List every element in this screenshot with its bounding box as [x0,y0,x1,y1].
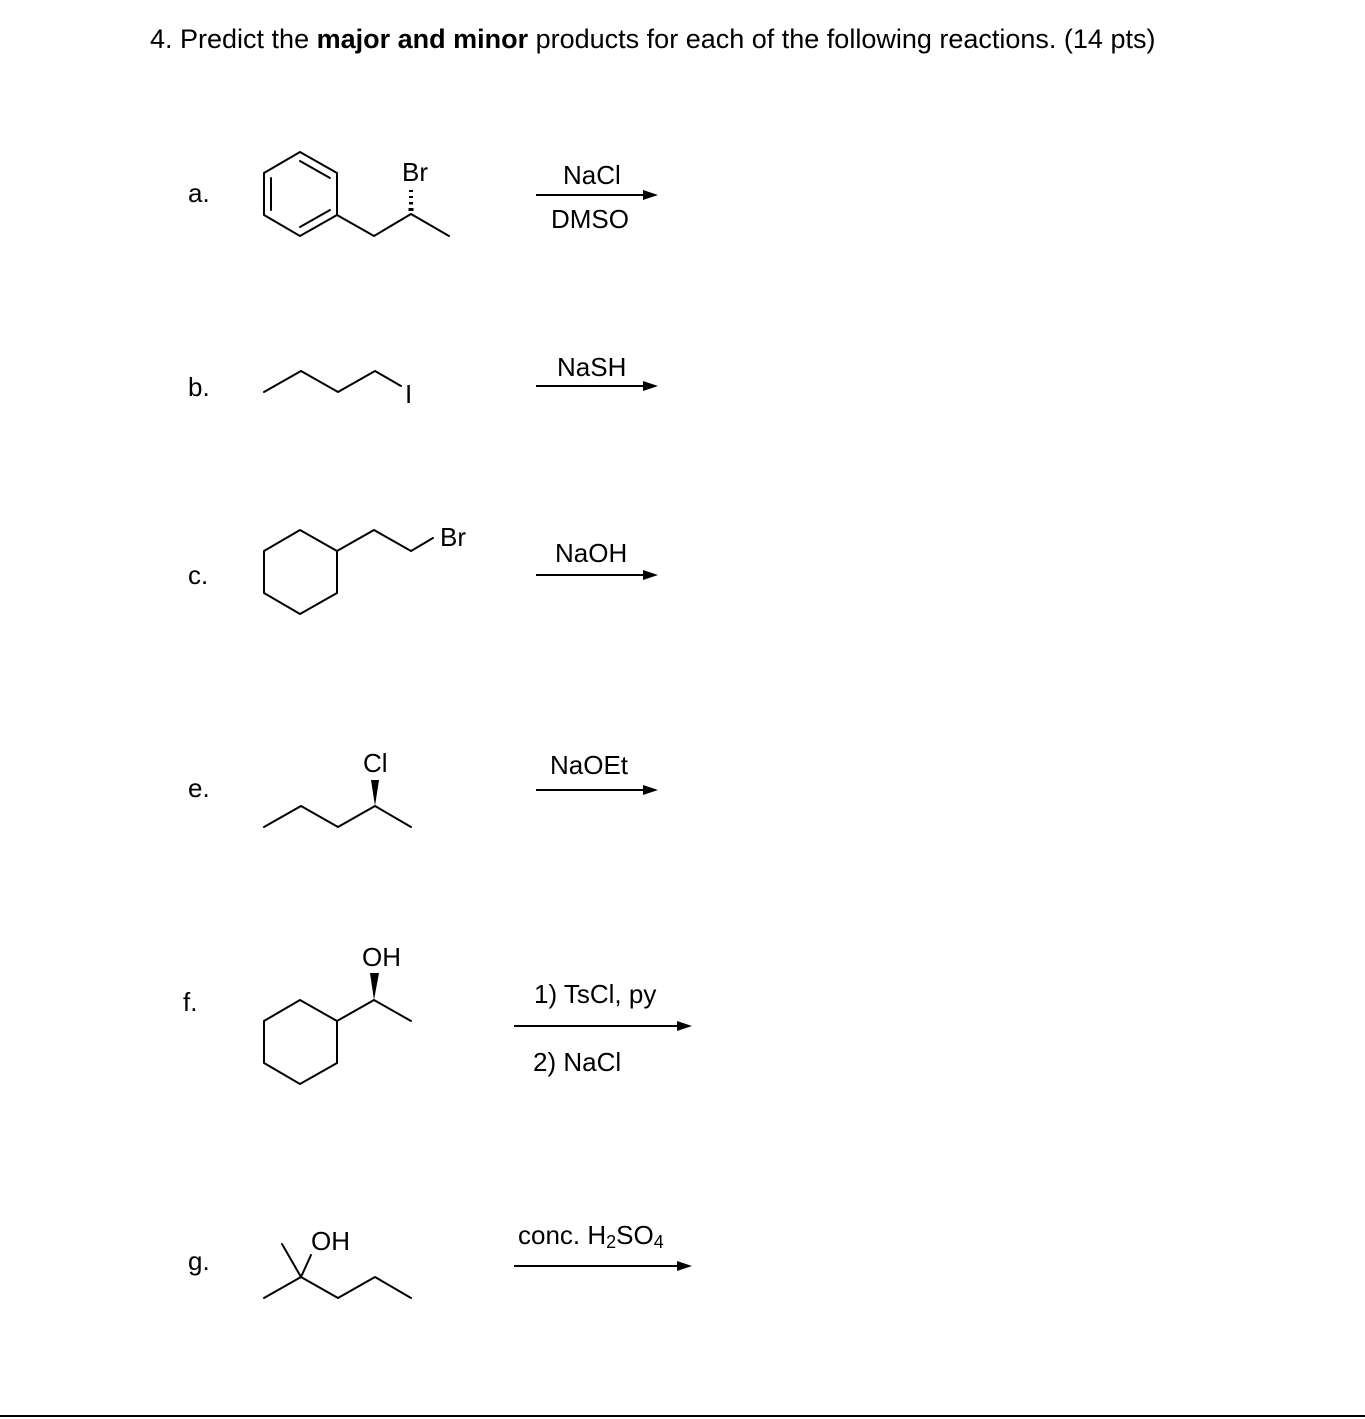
atom-e-cl: Cl [363,748,388,778]
arrowhead-f [677,1021,692,1031]
label-b: b. [188,372,210,402]
atom-a-br: Br [402,157,428,187]
solid-wedge-f [370,973,379,1000]
label-f: f. [183,987,198,1017]
arrowhead-a [643,190,658,200]
reagent-c: NaOH [555,538,628,568]
reagent-a-top: NaCl [563,160,621,190]
structure-f [264,1000,411,1084]
reagent-a-bottom: DMSO [551,204,629,234]
label-g: g. [188,1246,210,1276]
question-prefix: 4. Predict the [150,24,317,54]
label-a: a. [188,178,210,208]
structure-b [264,371,401,392]
label-c: c. [188,560,209,590]
reagent-f-bottom: 2) NaCl [533,1047,622,1077]
atom-b-i: I [405,379,413,409]
atom-f-oh: OH [362,942,401,972]
question-suffix: products for each of the following reactions. (14 pts) [528,24,1156,54]
reagent-g-mid: SO [616,1220,654,1250]
reagent-g-prefix: conc. H [518,1220,607,1250]
reagent-b: NaSH [557,352,627,382]
question-emphasis: major and minor [316,24,529,54]
arrowhead-e [643,785,658,795]
arrowhead-g [677,1261,692,1271]
hashed-wedge-a [409,190,414,211]
label-e: e. [188,773,210,803]
atom-c-br: Br [440,522,466,552]
structure-e [264,806,411,827]
reagent-f-top: 1) TsCl, py [534,979,657,1009]
reagent-e: NaOEt [550,750,629,780]
structure-c [264,530,433,614]
solid-wedge-e [371,780,379,806]
bottom-rule [0,1415,1365,1417]
arrowhead-b [643,381,658,391]
arrowhead-c [643,570,658,580]
reagent-g-sub2: 4 [653,1232,664,1252]
reagent-g [518,1220,664,1252]
reagent-g-sub1: 2 [606,1232,617,1252]
atom-g-oh: OH [311,1226,350,1256]
